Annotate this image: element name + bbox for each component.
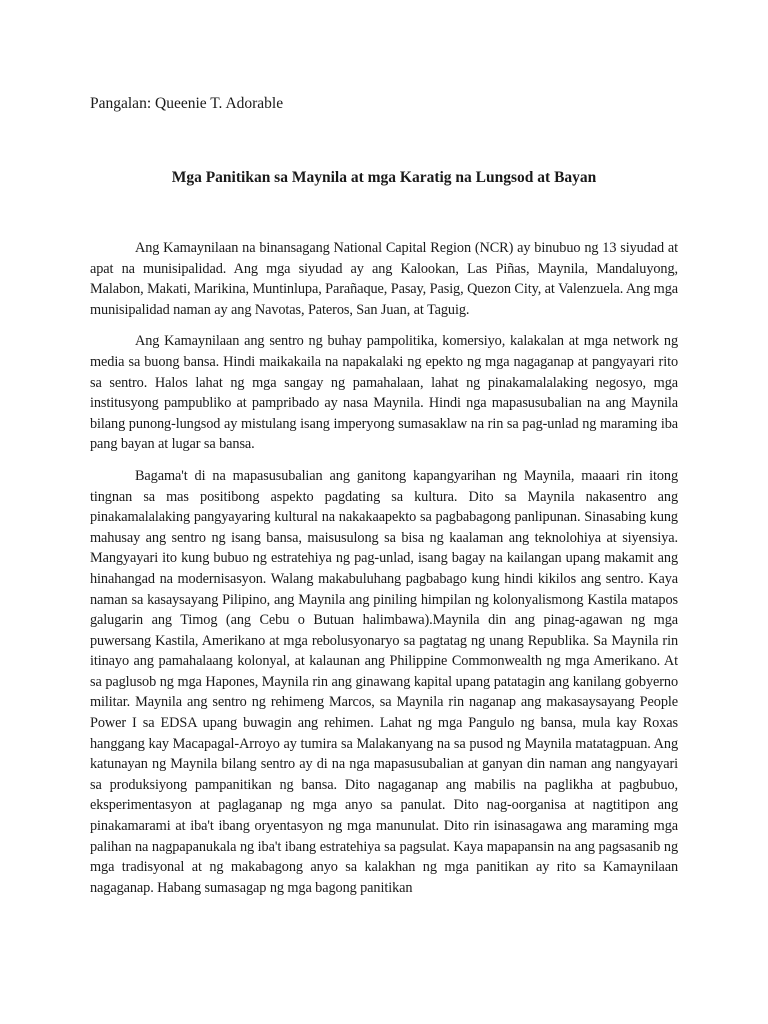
paragraph-3: Bagama't di na mapasusubalian ang ganitong kapangyarihan ng Maynila, maaari rin itong tingnan sa mas positibong aspekto pagdating sa kultura. Dito sa Maynila nakasentro ang pinakamalalaking pangyayaring kultural na nakakaapekto sa pagbabagong panlipunan. Sinasabing kung mahusay ang sentro ng isang bansa, maisusulong sa bisa ng kaalaman ang teknolohiya at siyensiya. Mangyayari ito kung bubuo ng estratehiya ng pag-unlad, isang bagay na kailangan upang makamit ang hinahangad na modernisasyon. Walang makabuluhang pagbabago kung hindi kikilos ang sentro. Kaya naman sa kasaysayang Pilipino, ang Maynila ang piniling himpilan ng kolonyalismong Kastila matapos galugarin ang Timog (ang Cebu o Butuan halimbawa).Maynila din ang pinag-agawan ng mga puwersang Kastila, Amerikano at mga rebolusyonaryo sa pagtatag ng unang Republika. Sa Maynila rin itinayo ang pamahalaang kolonyal, at kalaunan ang Philippine Commonwealth ng mga Amerikano. At sa paglusob ng mga Hapones, Maynila rin ang ginawang kapital upang patatagin ang kanilang gobyerno militar. Maynila ang sentro ng rehimeng Marcos, sa Maynila rin naganap ang makasaysayang People Power I sa EDSA upang buwagin ang rehimen. Lahat ng mga Pangulo ng bansa, mula kay Roxas hanggang kay Macapagal-Arroyo ay tumira sa Malakanyang na sa pusod ng Maynila matatagpuan. Ang katunayan ng Maynila bilang sentro ay di na nga mapasusubalian at ganyan din naman ang nangyayari sa produksiyong pampanitikan ng bansa. Dito nagaganap ang mabilis na paglikha at pagbubuo, eksperimentasyon at paglaganap ng mga anyo sa panulat. Dito nag-oorganisa at nagtitipon ang pinakamarami at iba't ibang oryentasyon ng mga manunulat. Dito rin isinasagawa ang maraming mga palihan na nagpapanukala ng iba't ibang estratehiya sa pagsulat. Kaya mapapansin na ang pagsasanib ng mga tradisyonal at ng makabagong anyo sa kalakhan ng mga panitikan ay rito sa Kamaynilaan nagaganap. Habang sumasagap ng mga bagong panitikan xyxy=(90,467,678,896)
document-title: Mga Panitikan sa Maynila at mga Karatig na Lungsod at Bayan xyxy=(171,169,597,186)
paragraph-1: Ang Kamaynilaan na binansagang National Capital Region (NCR) ay binubuo ng 13 siyudad at apat na munisipalidad. Ang mga siyudad ay ang Kalookan, Las Piñas, Maynila, Mandaluyong, Malabon, Makati, Marikina, Muntinlupa, Parañaque, Pasay, Pasig, Quezon City, at Valenzuela. Ang mga munisipalidad naman ay ang Navotas, Pateros, San Juan, at Taguig. xyxy=(90,240,678,318)
author-name-line: Pangalan: Queenie T. Adorable xyxy=(90,95,284,112)
paragraph-2: Ang Kamaynilaan ang sentro ng buhay pampolitika, komersiyo, kalakalan at mga network ng media sa buong bansa. Hindi maikakaila na napakalaki ng epekto ng mga nagaganap at pangyayari rito sa sentro. Halos lahat ng mga sangay ng pamahalaan, lahat ng pinakamalalaking negosyo, mga institusyong pampubliko at pampribado ay nasa Maynila. Hindi nga mapasusubalian na ang Maynila bilang punong-lungsod ay mistulang isang imperyong sumasaklaw na rin sa pag-unlad ng maraming iba pang bayan at lugar sa bansa. xyxy=(90,333,678,453)
document-body xyxy=(90,238,678,909)
